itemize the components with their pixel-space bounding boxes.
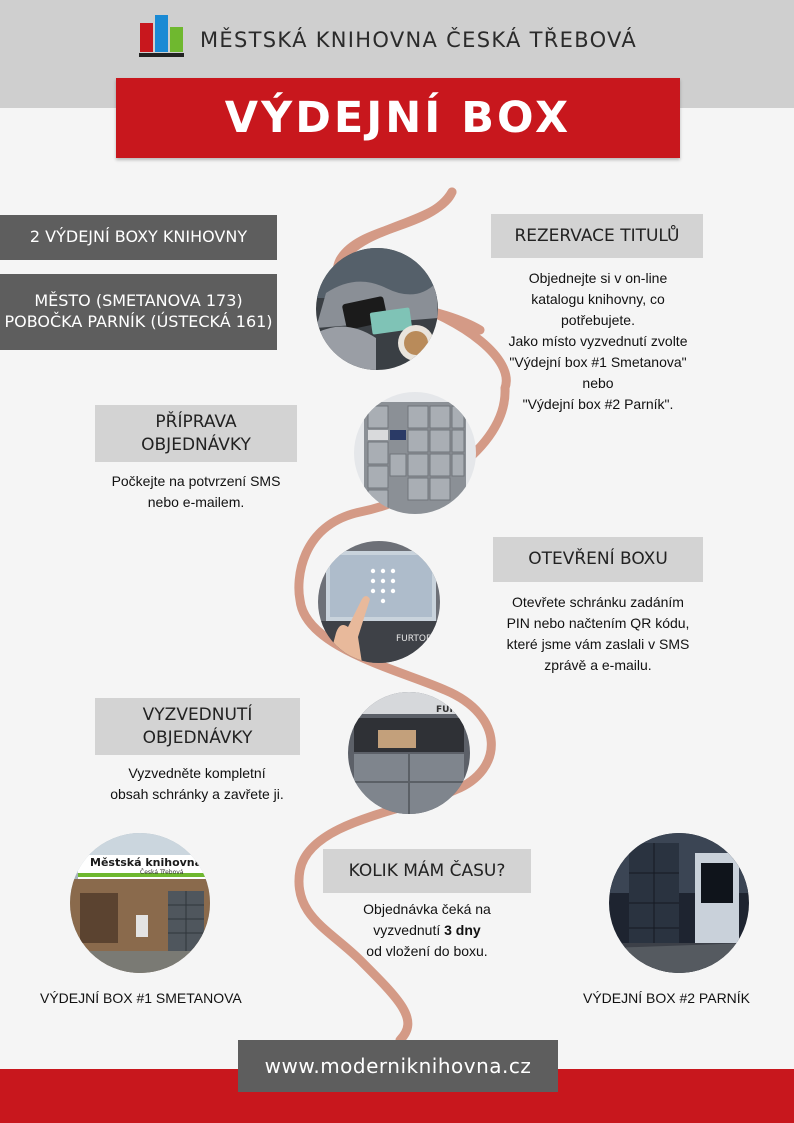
desc-line: zprávě a e-mailu. xyxy=(544,657,652,673)
website-text[interactable]: www.moderniknihovna.cz xyxy=(264,1054,532,1078)
boxes-count-text: 2 VÝDEJNÍ BOXY KNIHOVNY xyxy=(29,227,248,247)
preparation-description xyxy=(86,471,306,513)
title-banner xyxy=(116,78,680,158)
heading-line: VYZVEDNUTÍ xyxy=(142,705,253,726)
phone-photo xyxy=(316,248,438,370)
desc-line: nebo xyxy=(582,375,614,391)
desc-line: Počkejte na potvrzení SMS xyxy=(111,473,281,489)
library-sign-text: Městská knihovna xyxy=(90,856,203,869)
library-name: MĚSTSKÁ KNIHOVNA ČESKÁ TŘEBOVÁ xyxy=(200,28,638,52)
desc-line: Vyzvedněte kompletní xyxy=(128,765,266,781)
location-line: POBOČKA PARNÍK (ÚSTECKÁ 161) xyxy=(4,312,273,331)
box1-caption: VÝDEJNÍ BOX #1 SMETANOVA xyxy=(40,990,242,1006)
reservation-description xyxy=(482,268,714,415)
time-highlight: 3 dny xyxy=(444,922,481,938)
library-sign-subtext: Česká Třebová xyxy=(140,869,184,876)
desc-line: od vložení do boxu. xyxy=(366,943,488,959)
desc-line: "Výdejní box #2 Parník". xyxy=(522,396,674,412)
box1-smetanova-photo xyxy=(70,833,210,973)
heading-line: OBJEDNÁVKY xyxy=(142,727,253,748)
opening-description xyxy=(478,592,718,676)
reservation-heading-text: REZERVACE TITULŮ xyxy=(514,225,680,246)
time-description xyxy=(325,899,529,962)
time-heading-text: KOLIK MÁM ČASU? xyxy=(348,860,506,881)
time-heading xyxy=(323,849,531,893)
drawer-photo xyxy=(348,692,470,814)
preparation-heading xyxy=(95,405,297,462)
boxes-locations xyxy=(0,274,277,350)
desc-line: "Výdejní box #1 Smetanova" xyxy=(509,354,687,370)
locker-photo xyxy=(354,392,476,514)
keypad-photo xyxy=(318,541,440,663)
desc-line: Objednávka čeká na xyxy=(363,901,491,917)
desc-line: katalogu knihovny, co xyxy=(531,291,665,307)
opening-heading xyxy=(493,537,703,582)
keypad-brand-text: FURTODO xyxy=(396,634,440,644)
drawer-brand-text: FUR xyxy=(436,705,457,715)
desc-line: Jako místo vyzvednutí zvolte xyxy=(508,333,688,349)
desc-line: potřebujete. xyxy=(561,312,635,328)
desc-line: které jsme vám zaslali v SMS xyxy=(506,636,690,652)
boxes-count-label xyxy=(0,215,277,260)
website-link[interactable] xyxy=(238,1040,558,1092)
desc-line: Otevřete schránku zadáním xyxy=(512,594,684,610)
desc-line: obsah schránky a zavřete ji. xyxy=(110,786,284,802)
pickup-description xyxy=(86,763,308,805)
desc-line: PIN nebo načtením QR kódu, xyxy=(506,615,690,631)
pickup-heading xyxy=(95,698,300,755)
desc-line: nebo e-mailem. xyxy=(147,494,245,510)
heading-line: PŘÍPRAVA xyxy=(155,412,237,433)
desc-line xyxy=(325,920,529,941)
location-line: MĚSTO (SMETANOVA 173) xyxy=(34,291,243,311)
desc-text: vyzvednutí xyxy=(373,922,441,938)
heading-line: OBJEDNÁVKY xyxy=(141,434,251,455)
page-title: VÝDEJNÍ BOX xyxy=(224,93,572,143)
library-logo xyxy=(139,13,184,57)
box2-parnik-photo xyxy=(609,833,749,973)
desc-line: Objednejte si v on-line xyxy=(528,270,668,286)
opening-heading-text: OTEVŘENÍ BOXU xyxy=(528,549,668,570)
reservation-heading xyxy=(491,214,703,258)
box2-caption: VÝDEJNÍ BOX #2 PARNÍK xyxy=(583,990,751,1006)
